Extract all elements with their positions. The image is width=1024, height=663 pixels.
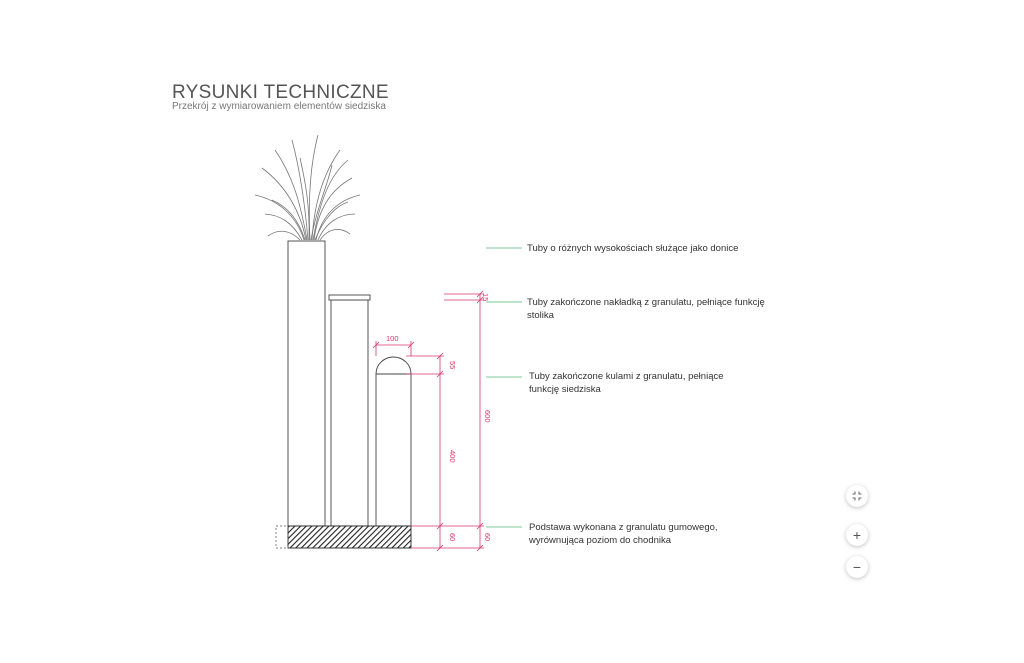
dim-sphere: 55 <box>448 361 457 370</box>
label-table-line1: Tuby zakończone nakładką z granulatu, pełniące funkcję <box>527 297 765 308</box>
dim-total: 600 <box>483 410 492 423</box>
table-tube <box>331 300 368 526</box>
table-cap <box>329 295 370 300</box>
seat-sphere <box>376 357 411 374</box>
zoom-in-button[interactable]: + <box>846 524 868 546</box>
label-base-line1: Podstawa wykonana z granulatu gumowego, <box>529 522 718 533</box>
plant-illustration <box>255 135 360 240</box>
planter-tube <box>288 241 325 526</box>
page-subtitle: Przekrój z wymiarowaniem elementów siedziska <box>172 101 386 112</box>
dim-width: 100 <box>386 334 399 343</box>
dim-seat: 400 <box>448 450 457 463</box>
base-slab-outline <box>276 526 288 548</box>
label-base <box>529 521 718 547</box>
label-table-line2: stolika <box>527 310 554 321</box>
label-table <box>527 296 765 322</box>
leader-lines <box>486 248 522 527</box>
zoom-out-button[interactable]: − <box>846 556 868 578</box>
label-seat <box>529 370 724 396</box>
page-title: RYSUNKI TECHNICZNE <box>172 82 389 103</box>
base-slab <box>288 526 411 548</box>
label-seat-line1: Tuby zakończone kulami z granulatu, pełniące <box>529 371 724 382</box>
dim-cap: 15 <box>481 293 490 302</box>
label-planters <box>527 242 738 255</box>
label-planters-text: Tuby o różnych wysokościach służące jako donice <box>527 243 739 254</box>
label-seat-line2: funkcję siedziska <box>529 384 601 395</box>
label-base-line2: wyrównująca poziom do chodnika <box>529 535 672 546</box>
seat-tube <box>376 374 411 526</box>
dim-base-right: 60 <box>483 533 492 542</box>
fit-screen-button[interactable] <box>846 485 868 507</box>
fit-screen-icon <box>852 491 862 501</box>
dim-base-left: 60 <box>448 533 457 542</box>
